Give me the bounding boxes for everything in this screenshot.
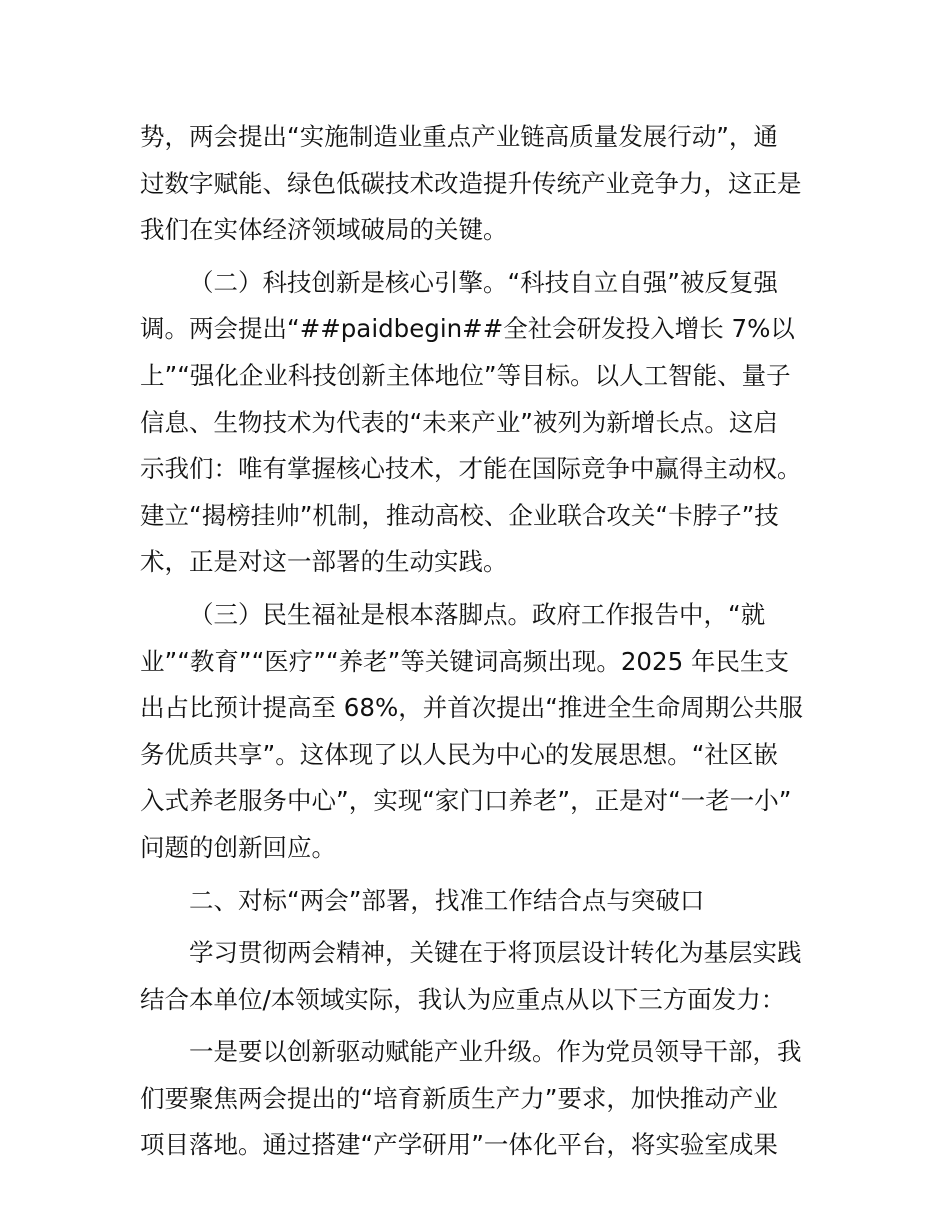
text-line: 过数字赋能、绿色低碳技术改造提升传统产业竞争力，这正是 — [140, 168, 802, 198]
text-line: 入式养老服务中心”，实现“家门口养老”，正是对“一老一小” — [140, 786, 792, 816]
text-line: 一是要以创新驱动赋能产业升级。作为党员领导干部，我 — [189, 1037, 802, 1067]
text-line: 学习贯彻两会精神，关键在于将顶层设计转化为基层实践 — [189, 938, 802, 968]
paragraph-implementation — [140, 930, 810, 1023]
text-line: 术，正是对这一部署的生动实践。 — [140, 547, 508, 577]
text-line: 信息、生物技术为代表的“未来产业”被列为新增长点。这启 — [140, 407, 778, 437]
paragraph-livelihood — [140, 592, 810, 872]
text-line: 调。两会提出“##paidbegin##全社会研发投入增长 7%以 — [140, 314, 795, 344]
text-line: 示我们：唯有掌握核心技术，才能在国际竞争中赢得主动权。 — [140, 454, 802, 484]
text-line: 们要聚焦两会提出的“培育新质生产力”要求，加快推动产业 — [140, 1083, 778, 1113]
text-line: 我们在实体经济领域破局的关键。 — [140, 215, 508, 245]
text-line: （三）民生福祉是根本落脚点。政府工作报告中，“就 — [189, 599, 766, 629]
text-line: 出占比预计提高至 68%，并首次提出“推进全生命周期公共服 — [140, 693, 803, 723]
text-line: 结合本单位/本领域实际，我认为应重点从以下三方面发力： — [140, 984, 786, 1014]
section-heading-two — [140, 878, 810, 925]
paragraph-tech-innovation — [140, 260, 810, 586]
text-line: （二）科技创新是核心引擎。“科技自立自强”被反复强 — [189, 267, 778, 297]
paragraph-innovation-driven — [140, 1029, 810, 1169]
document-body — [140, 114, 810, 1169]
text-line: 上”“强化企业科技创新主体地位”等目标。以人工智能、量子 — [140, 360, 791, 390]
text-line: 势，两会提出“实施制造业重点产业链高质量发展行动”，通 — [140, 122, 778, 151]
text-line: 项目落地。通过搭建“产学研用”一体化平台，将实验室成果 — [140, 1130, 778, 1160]
section-heading-text: 二、对标“两会”部署，找准工作结合点与突破口 — [189, 885, 705, 915]
text-line: 务优质共享”。这体现了以人民为中心的发展思想。“社区嵌 — [140, 739, 778, 769]
text-line: 问题的创新回应。 — [140, 832, 336, 862]
text-line: 业”“教育”“医疗”“养老”等关键词高频出现。2025 年民生支 — [140, 646, 789, 676]
paragraph-industry-upgrade-continued — [140, 114, 810, 254]
text-line: 建立“揭榜挂帅”机制，推动高校、企业联合攻关“卡脖子”技 — [140, 500, 779, 530]
